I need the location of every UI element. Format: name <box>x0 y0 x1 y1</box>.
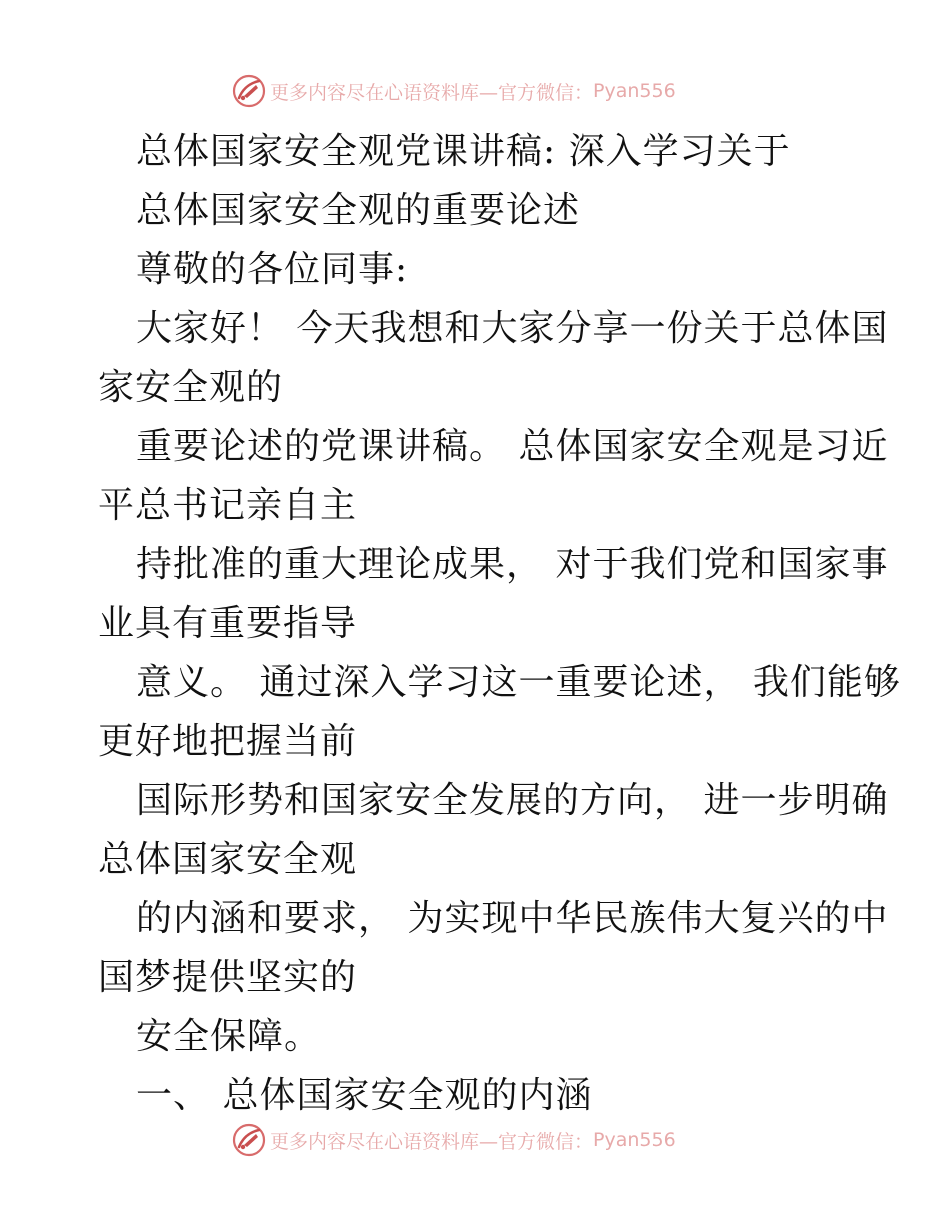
text-line: 持批准的重大理论成果， 对于我们党和国家事 <box>136 544 889 585</box>
pen-logo-icon <box>232 1123 266 1157</box>
text-line: 国际形势和国家安全发展的方向， 进一步明确 <box>136 780 889 821</box>
text-line: 大家好！ 今天我想和大家分享一份关于总体国 <box>136 308 889 349</box>
document-body <box>98 122 901 1125</box>
watermark-footer <box>232 1122 676 1158</box>
document-title-line1: 总体国家安全观党课讲稿: 深入学习关于 <box>136 131 791 172</box>
watermark-text: 更多内容尽在心语资料库—官方微信： <box>270 81 594 104</box>
text-line: 平总书记亲自主 <box>98 485 358 526</box>
text-line: 业具有重要指导 <box>98 603 358 644</box>
text-line: 重要论述的党课讲稿。 总体国家安全观是习近 <box>136 426 889 467</box>
text-line: 总体国家安全观 <box>98 839 358 880</box>
text-line: 国梦提供坚实的 <box>98 957 358 998</box>
watermark-text: 更多内容尽在心语资料库—官方微信： <box>270 1130 594 1153</box>
text-line: 家安全观的 <box>98 367 284 408</box>
text-line: 意义。 通过深入学习这一重要论述， 我们能够 <box>136 662 901 703</box>
pen-logo-icon <box>232 74 266 108</box>
section-heading: 一、 总体国家安全观的内涵 <box>136 1075 593 1116</box>
watermark-header <box>232 73 676 109</box>
text-line: 安全保障。 <box>136 1016 322 1057</box>
text-line: 的内涵和要求， 为实现中华民族伟大复兴的中 <box>136 898 889 939</box>
document-title-line2: 总体国家安全观的重要论述 <box>136 190 581 231</box>
watermark-contact: Pyan556 <box>593 1129 676 1151</box>
watermark-contact: Pyan556 <box>593 80 676 102</box>
salutation: 尊敬的各位同事: <box>136 249 409 290</box>
text-line: 更好地把握当前 <box>98 721 358 762</box>
